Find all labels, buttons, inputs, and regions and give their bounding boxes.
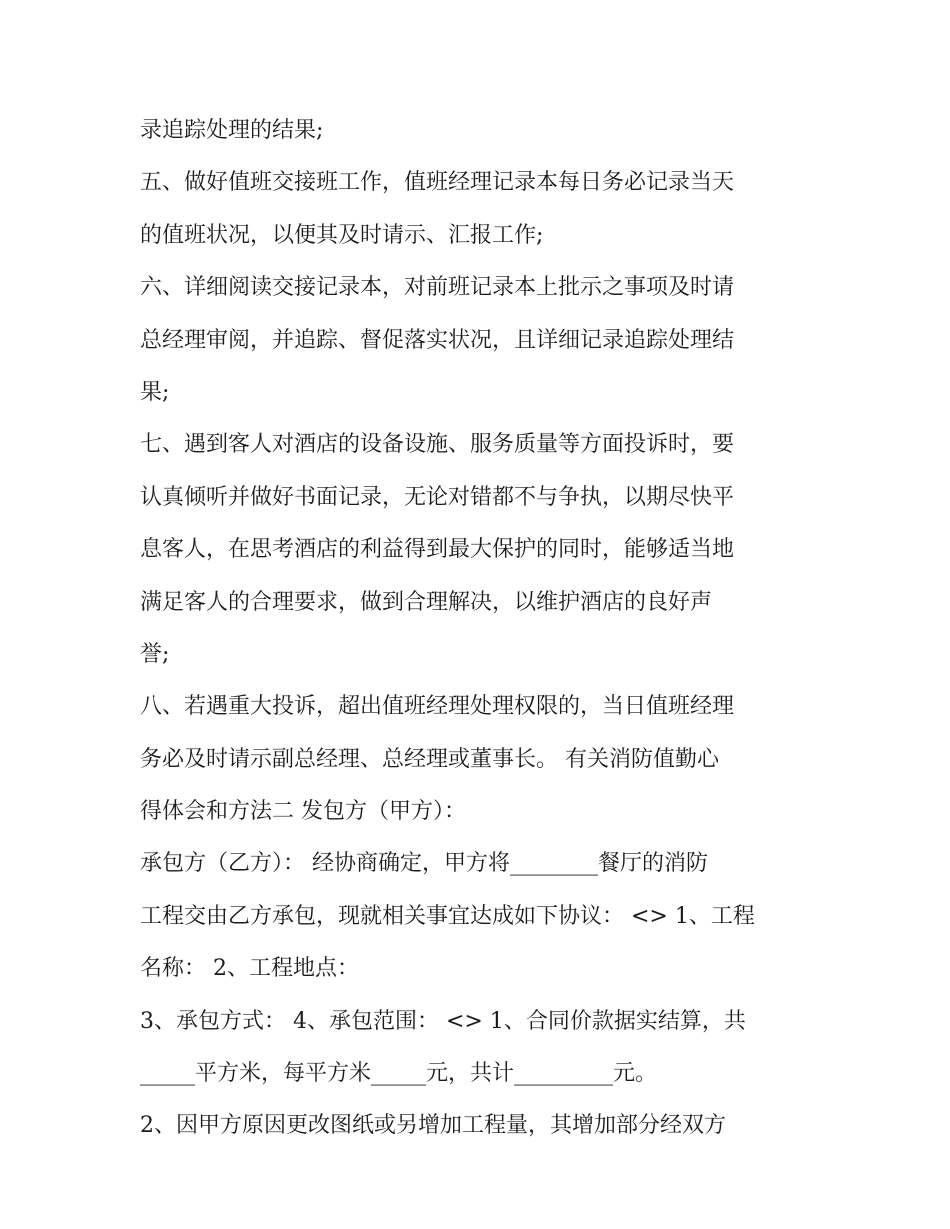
text-line: _____平方米，每平方米_____元，共计_________元。 [140, 1061, 658, 1087]
text-line: 满足客人的合理要求，做到合理解决，以维护酒店的良好声 [140, 589, 713, 615]
text-line: 承包方（乙方）： 经协商确定，甲方将________餐厅的消防 [140, 851, 708, 877]
text-line: 录追踪处理的结果; [140, 118, 324, 143]
text-line: 六、详细阅读交接记录本，对前班记录本上批示之事项及时请 [140, 275, 735, 301]
text-line: 五、做好值班交接班工作，值班经理记录本每日务必记录当天 [140, 170, 735, 196]
text-line: 誉; [140, 641, 170, 667]
text-line: 果; [140, 379, 170, 405]
text-line: 务必及时请示副总经理、总经理或董事长。 有关消防值勤心 [140, 746, 719, 772]
text-line: 3、承包方式： 4、承包范围： <> 1、合同价款据实结算，共 [140, 1008, 746, 1034]
text-line: 工程交由乙方承包，现就相关事宜达成如下协议： <> 1、工程 [140, 903, 755, 929]
text-line: 总经理审阅，并追踪、督促落实状况，且详细记录追踪处理结 [140, 327, 735, 353]
text-line: 的值班状况，以便其及时请示、汇报工作; [140, 222, 544, 248]
text-line: 2、因甲方原因更改图纸或另增加工程量，其增加部分经双方 [140, 1113, 726, 1139]
text-line: 七、遇到客人对酒店的设备设施、服务质量等方面投诉时，要 [140, 432, 735, 458]
document-body [140, 105, 830, 1153]
text-line: 得体会和方法二 发包方（甲方）： [140, 799, 466, 825]
text-line: 息客人，在思考酒店的利益得到最大保护的同时，能够适当地 [140, 537, 735, 563]
text-line: 认真倾听并做好书面记录，无论对错都不与争执，以期尽快平 [140, 484, 735, 510]
text-line: 名称： 2、工程地点： [140, 956, 359, 982]
text-line: 八、若遇重大投诉，超出值班经理处理权限的，当日值班经理 [140, 694, 735, 720]
